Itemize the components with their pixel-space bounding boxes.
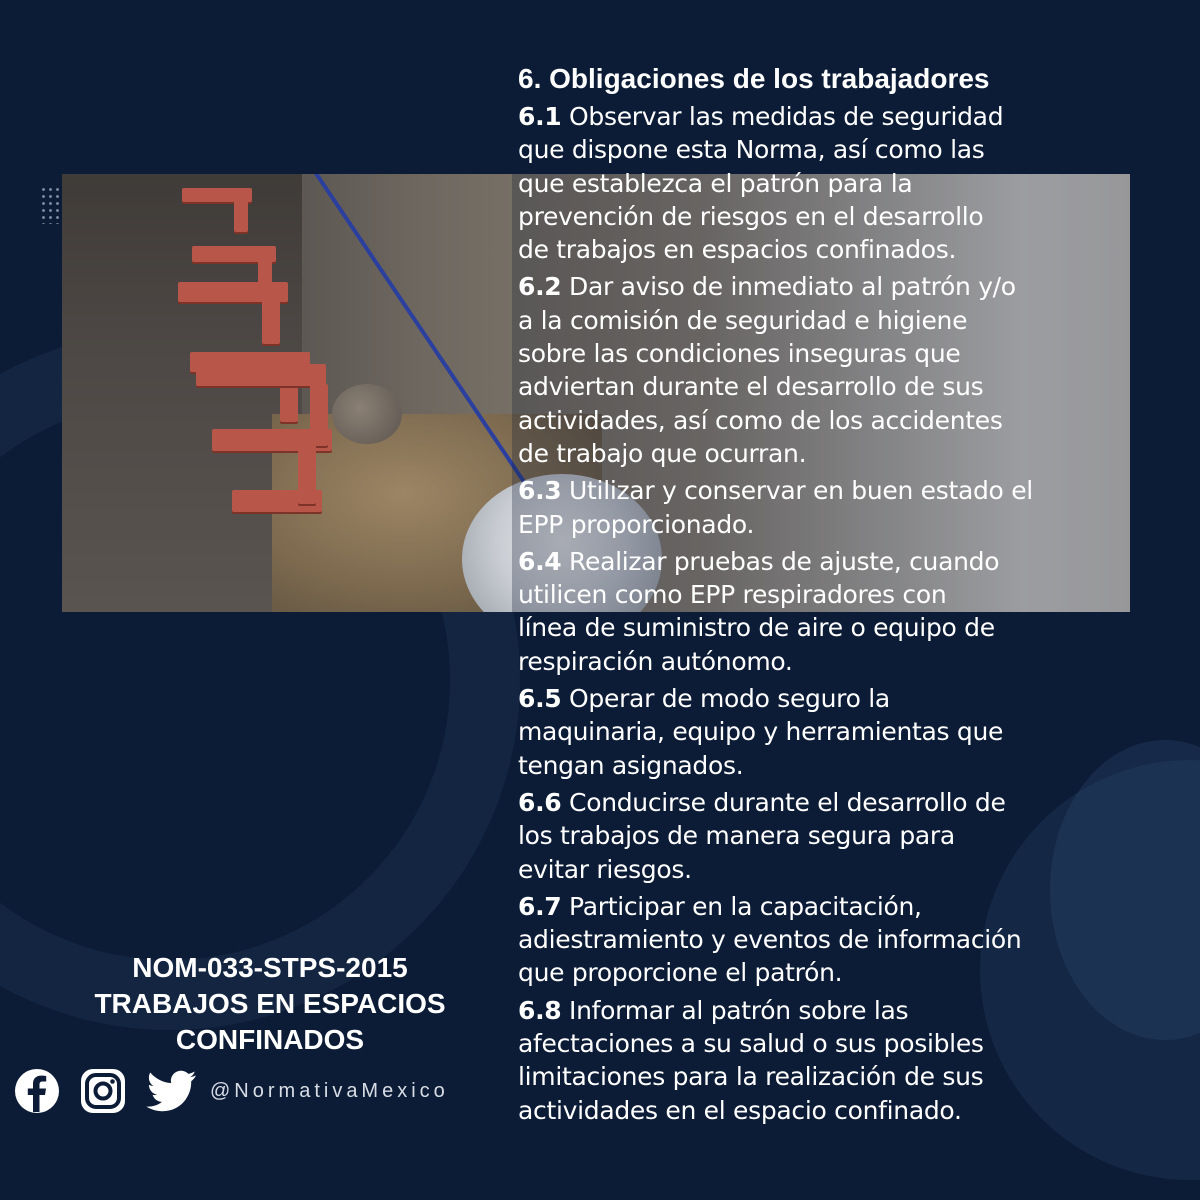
obligation-text: que establezca el patrón para la <box>518 168 913 198</box>
obligation-line <box>518 100 1158 133</box>
obligation-text: prevención de riesgos en el desarrollo <box>518 201 984 231</box>
obligation-text: Operar de modo seguro la <box>569 684 890 714</box>
obligation-line <box>518 645 1158 678</box>
obligation-text: afectaciones a su salud o sus posibles <box>518 1029 984 1059</box>
obligation-line <box>518 167 1158 200</box>
obligation-text: maquinaria, equipo y herramientas que <box>518 717 1004 747</box>
photo-pipe <box>332 384 402 444</box>
obligation-item <box>518 545 1158 678</box>
obligation-line <box>518 404 1158 437</box>
obligation-text: Observar las medidas de seguridad <box>569 102 1004 131</box>
obligation-item <box>518 270 1158 470</box>
obligation-line <box>518 1060 1158 1093</box>
instagram-icon[interactable] <box>80 1068 126 1118</box>
ladder-rung <box>262 282 280 344</box>
obligation-number: 6.7 <box>518 891 562 921</box>
obligation-text: utilicen como EPP respiradores con <box>518 580 947 610</box>
obligation-text: de trabajo que ocurran. <box>518 438 807 468</box>
obligation-text: Realizar pruebas de ajuste, cuando <box>569 546 1000 576</box>
photo-wall <box>62 174 302 612</box>
obligation-number: 6.1 <box>518 102 562 131</box>
obligations-list <box>518 100 1158 1127</box>
obligation-line <box>518 508 1158 541</box>
obligation-text: sobre las condiciones inseguras que <box>518 339 961 369</box>
social-handle[interactable]: @NormativaMexico <box>210 1080 449 1102</box>
obligation-line <box>518 437 1158 470</box>
obligation-item <box>518 994 1158 1127</box>
obligation-line <box>518 270 1158 303</box>
obligation-line <box>518 304 1158 337</box>
obligation-item <box>518 474 1158 541</box>
standard-title-line1: TRABAJOS EN ESPACIOS <box>94 988 446 1019</box>
obligation-line <box>518 786 1158 819</box>
obligation-line <box>518 682 1158 715</box>
obligation-text: los trabajos de manera segura para <box>518 821 955 851</box>
obligation-line <box>518 200 1158 233</box>
obligation-text: adviertan durante el desarrollo de sus <box>518 372 984 402</box>
obligation-line <box>518 370 1158 403</box>
obligation-item <box>518 682 1158 782</box>
obligation-text: adiestramiento y eventos de información <box>518 925 1022 955</box>
obligation-text: de trabajos en espacios confinados. <box>518 235 957 265</box>
obligation-text: EPP proporcionado. <box>518 509 755 539</box>
obligation-text: Utilizar y conservar en buen estado el <box>569 476 1033 506</box>
obligation-text: Dar aviso de inmediato al patrón y/o <box>569 272 1016 302</box>
obligation-text: respiración autónomo. <box>518 646 793 676</box>
obligation-number: 6.2 <box>518 272 562 302</box>
obligation-number: 6.6 <box>518 787 562 817</box>
obligation-line <box>518 133 1158 166</box>
obligation-text: evitar riesgos. <box>518 854 692 884</box>
standard-code: NOM-033-STPS-2015 <box>132 952 408 983</box>
obligation-line <box>518 956 1158 989</box>
obligation-number: 6.5 <box>518 684 562 714</box>
obligation-item <box>518 100 1158 266</box>
ladder-rung <box>234 188 248 232</box>
obligation-text: línea de suministro de aire o equipo de <box>518 613 995 643</box>
ladder-rung <box>196 364 326 386</box>
obligation-number: 6.4 <box>518 546 562 576</box>
obligation-text: actividades en el espacio confinado. <box>518 1095 962 1125</box>
obligation-line <box>518 749 1158 782</box>
obligation-text: a la comisión de seguridad e higiene <box>518 305 968 335</box>
obligation-text: actividades, así como de los accidentes <box>518 405 1003 435</box>
obligation-text: que proporcione el patrón. <box>518 958 843 988</box>
facebook-icon[interactable] <box>14 1068 60 1118</box>
obligation-number: 6.8 <box>518 995 562 1025</box>
obligation-line <box>518 923 1158 956</box>
ladder-rung <box>280 352 298 422</box>
standard-title-block <box>40 950 500 1058</box>
obligation-text: limitaciones para la realización de sus <box>518 1062 984 1092</box>
obligation-line <box>518 578 1158 611</box>
obligation-text: Participar en la capacitación, <box>569 891 922 921</box>
obligation-line <box>518 994 1158 1027</box>
obligation-text: Conducirse durante el desarrollo de <box>569 787 1006 817</box>
obligations-section <box>518 62 1158 1131</box>
obligation-line <box>518 1094 1158 1127</box>
obligation-item <box>518 786 1158 886</box>
obligation-line <box>518 819 1158 852</box>
obligation-line <box>518 853 1158 886</box>
twitter-icon[interactable] <box>146 1068 198 1118</box>
obligation-text: tengan asignados. <box>518 750 744 780</box>
obligation-line <box>518 233 1158 266</box>
obligation-item <box>518 890 1158 990</box>
obligation-text: que dispone esta Norma, así como las <box>518 135 985 165</box>
obligation-line <box>518 1027 1158 1060</box>
obligation-line <box>518 545 1158 578</box>
ladder-rung <box>310 384 328 446</box>
section-heading: 6. Obligaciones de los trabajadores <box>518 63 990 94</box>
obligation-line <box>518 337 1158 370</box>
obligation-line <box>518 715 1158 748</box>
standard-title-line2: CONFINADOS <box>175 1024 365 1055</box>
obligation-number: 6.3 <box>518 476 562 506</box>
obligation-line <box>518 474 1158 507</box>
obligation-text: Informar al patrón sobre las <box>569 995 909 1025</box>
obligation-line <box>518 611 1158 644</box>
ladder-rung <box>298 444 316 504</box>
obligation-line <box>518 890 1158 923</box>
